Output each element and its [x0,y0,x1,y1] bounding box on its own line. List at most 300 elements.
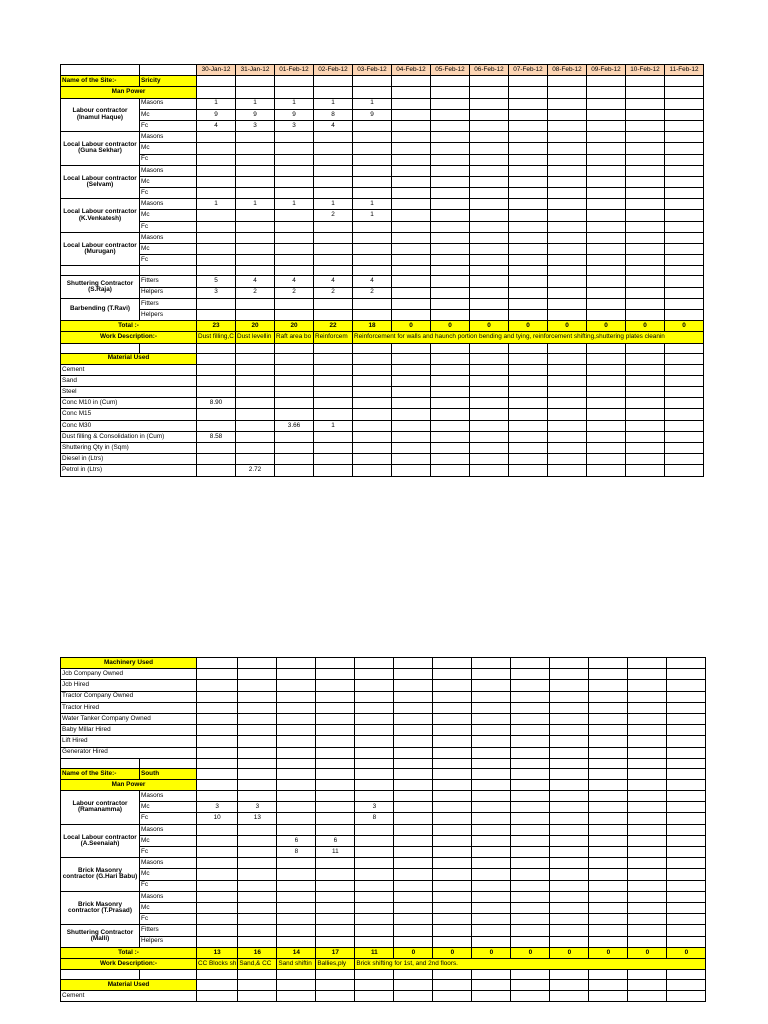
labour-count [587,176,626,187]
material-row [61,454,704,465]
labour-count [392,199,431,210]
cell [394,680,433,691]
labour-count [353,165,392,176]
site-label: Name of the Site:- [61,768,140,779]
material-qty [275,409,314,420]
material-qty [470,465,509,476]
labour-count: 13 [238,813,277,824]
blank-cell [140,758,197,768]
cell [550,713,589,724]
labour-count [470,120,509,131]
cell [667,691,706,702]
cell [589,768,628,779]
labour-count [470,109,509,120]
cell [589,779,628,790]
labour-count [238,824,277,835]
material-row [61,364,704,375]
cell [509,353,548,364]
labour-count [626,165,665,176]
material-label: Material Used [61,353,197,364]
cell [472,680,511,691]
labour-count [197,255,236,266]
labour-count [511,891,550,902]
labour-row [61,210,704,221]
machinery-label: Machinery Used [61,658,197,669]
date-header: 01-Feb-12 [275,65,314,76]
labour-count [197,902,238,913]
labour-count [355,880,394,891]
labour-count: 9 [353,109,392,120]
cell [277,680,316,691]
material-qty [587,443,626,454]
labour-count [626,221,665,232]
labour-count [665,298,704,309]
material-qty [587,420,626,431]
date-header: 06-Feb-12 [470,65,509,76]
labour-count [472,813,511,824]
labour-count [628,891,667,902]
labour-count: 8 [314,109,353,120]
labour-count [238,869,277,880]
labour-count [548,188,587,199]
cell [626,353,665,364]
date-header: 07-Feb-12 [509,65,548,76]
cell [511,725,550,736]
labour-count [667,869,706,880]
labour-count [431,309,470,320]
labour-count [238,925,277,936]
labour-count [511,936,550,947]
material-qty [626,375,665,386]
cell [197,747,238,758]
cell [589,980,628,991]
labour-count [353,154,392,165]
cell [433,736,472,747]
labour-row [61,132,704,143]
cell [316,713,355,724]
cell [433,669,472,680]
cell [667,658,706,669]
contractor-name: Local Labour contractor (Selvam) [61,165,140,199]
labour-type: Mc [140,109,197,120]
labour-count [392,188,431,199]
cell [316,779,355,790]
material-qty [472,991,511,1002]
labour-count [392,287,431,298]
header-blank [61,65,140,76]
labour-count [394,813,433,824]
labour-count [472,902,511,913]
labour-count [589,802,628,813]
material-qty [392,364,431,375]
date-header: 04-Feb-12 [392,65,431,76]
total-value: 14 [277,947,316,958]
labour-count [628,791,667,802]
contractor-name: Local Labour contractor (K.Venkatesh) [61,199,140,233]
labour-count [275,176,314,187]
labour-type: Mc [140,869,197,880]
labour-count [550,925,589,936]
blank-cell [550,758,589,768]
date-header: 02-Feb-12 [314,65,353,76]
labour-count [667,847,706,858]
cell [394,768,433,779]
cell [353,87,392,98]
labour-type: Masons [140,132,197,143]
material-qty [548,465,587,476]
total-value: 0 [667,947,706,958]
labour-count [589,869,628,880]
labour-count [277,914,316,925]
labour-count [626,276,665,287]
labour-count [589,858,628,869]
cell [587,353,626,364]
labour-count [472,925,511,936]
blank-cell [236,266,275,276]
labour-count [431,109,470,120]
work-description: Reinforcem [314,332,353,343]
cell [197,87,236,98]
labour-row [61,255,704,266]
material-qty [431,409,470,420]
cell [353,76,392,87]
labour-count [392,255,431,266]
cell [394,669,433,680]
material-qty [275,465,314,476]
material-qty [470,420,509,431]
total-value: 0 [431,321,470,332]
labour-count [550,914,589,925]
cell [275,76,314,87]
cell [550,768,589,779]
labour-type: Helpers [140,309,197,320]
blank-cell [353,266,392,276]
labour-count [314,176,353,187]
labour-count [433,902,472,913]
cell [394,725,433,736]
total-value: 11 [355,947,394,958]
labour-count [665,244,704,255]
labour-count [275,255,314,266]
material-qty [353,443,392,454]
labour-count [550,902,589,913]
manpower-row [61,87,704,98]
labour-count [275,143,314,154]
labour-type: Fc [140,847,197,858]
cell [511,736,550,747]
cell [548,87,587,98]
material-qty [470,364,509,375]
labour-count [275,221,314,232]
cell [511,680,550,691]
labour-count [628,813,667,824]
machinery-name: Jcb Hired [61,680,197,691]
labour-count [197,244,236,255]
labour-count [548,287,587,298]
labour-count [589,891,628,902]
sricity-report-table [60,64,704,477]
date-header: 05-Feb-12 [431,65,470,76]
blank-cell [392,266,431,276]
material-qty [626,431,665,442]
blank-cell [236,343,275,353]
labour-count [275,298,314,309]
labour-count [665,165,704,176]
labour-count [626,120,665,131]
labour-count [238,858,277,869]
total-value: 20 [236,321,275,332]
cell [316,669,355,680]
labour-row [61,221,704,232]
labour-count [353,232,392,243]
labour-count [392,154,431,165]
material-qty [587,387,626,398]
labour-count: 11 [316,847,355,858]
labour-count [392,210,431,221]
cell [238,779,277,790]
labour-count [665,199,704,210]
material-qty [509,443,548,454]
material-qty [392,420,431,431]
labour-count [275,244,314,255]
total-value: 23 [197,321,236,332]
labour-count [314,244,353,255]
cell [550,680,589,691]
labour-count [392,132,431,143]
cell [355,702,394,713]
date-header: 31-Jan-12 [236,65,275,76]
cell [472,779,511,790]
labour-count: 6 [316,835,355,846]
material-qty [392,375,431,386]
blank-cell [667,970,706,980]
cell [197,680,238,691]
machinery-name: Lift Hired [61,736,197,747]
labour-count [665,188,704,199]
labour-count [197,936,238,947]
labour-count [509,154,548,165]
cell [667,725,706,736]
labour-count [275,165,314,176]
labour-count [433,936,472,947]
blank-cell [472,970,511,980]
blank-cell [314,266,353,276]
cell [472,736,511,747]
labour-count [392,221,431,232]
labour-row [61,869,706,880]
work-description: Dust levellin [236,332,275,343]
labour-count [197,298,236,309]
machinery-row [61,680,706,691]
labour-count [550,802,589,813]
labour-count [509,210,548,221]
material-row [61,465,704,476]
cell [548,353,587,364]
cell [394,747,433,758]
material-qty [665,387,704,398]
labour-count [548,244,587,255]
contractor-name: Local Labour contractor (A.Seenaiah) [61,824,140,858]
labour-count [587,188,626,199]
labour-count [470,210,509,221]
labour-count [509,132,548,143]
labour-count [236,309,275,320]
material-qty [197,387,236,398]
material-qty [509,364,548,375]
labour-count [433,858,472,869]
material-qty [548,375,587,386]
material-name: Sand [61,375,197,386]
blank-cell [394,970,433,980]
blank-cell [277,758,316,768]
material-qty [275,454,314,465]
cell [550,702,589,713]
labour-count [431,165,470,176]
cell [355,747,394,758]
labour-row [61,298,704,309]
machinery-row [61,713,706,724]
machinery-header-row [61,658,706,669]
cell [511,691,550,702]
labour-count [470,221,509,232]
blank-cell [238,758,277,768]
material-qty [667,991,706,1002]
labour-count [470,154,509,165]
labour-count [197,176,236,187]
site-name: South [140,768,197,779]
date-header: 11-Feb-12 [665,65,704,76]
labour-count [509,188,548,199]
material-name: Diesel in (Ltrs) [61,454,197,465]
material-qty [236,398,275,409]
manpower-row [61,779,706,790]
labour-type: Fc [140,255,197,266]
total-value: 17 [316,947,355,958]
material-qty [470,409,509,420]
material-name: Cement [61,991,197,1002]
labour-count [433,835,472,846]
labour-type: Mc [140,143,197,154]
material-qty [314,387,353,398]
work-row [61,958,706,969]
cell [587,76,626,87]
cell [589,713,628,724]
labour-count [511,858,550,869]
labour-count [472,914,511,925]
contractor-name: Labour contractor (Inamul Haque) [61,98,140,132]
cell [314,353,353,364]
cell [392,76,431,87]
labour-count [277,824,316,835]
blank-cell [431,343,470,353]
total-value: 0 [472,947,511,958]
cell [472,713,511,724]
labour-row [61,176,704,187]
labour-count [355,791,394,802]
labour-count [275,132,314,143]
labour-count [665,210,704,221]
blank-cell [355,970,394,980]
cell [197,691,238,702]
labour-count: 1 [197,199,236,210]
labour-count: 4 [353,276,392,287]
material-name: Conc M30 [61,420,197,431]
cell [197,980,238,991]
cell [238,980,277,991]
cell [628,713,667,724]
work-description: Sand,& CC [238,958,277,969]
total-value: 22 [314,321,353,332]
labour-count [392,165,431,176]
material-qty [353,375,392,386]
labour-count [431,176,470,187]
labour-count [431,98,470,109]
cell [236,87,275,98]
labour-row [61,98,704,109]
labour-count [626,255,665,266]
material-qty [509,420,548,431]
material-qty [392,454,431,465]
cell [433,680,472,691]
cell [197,702,238,713]
labour-count [548,199,587,210]
cell [472,725,511,736]
material-qty [548,387,587,398]
material-qty [314,454,353,465]
labour-count: 8 [355,813,394,824]
work-label: Work Description:- [61,958,197,969]
labour-type: Helpers [140,936,197,947]
labour-count [197,824,238,835]
labour-count [431,255,470,266]
material-qty [314,398,353,409]
material-qty [353,398,392,409]
material-qty [509,465,548,476]
labour-count [355,936,394,947]
work-description: Reinforcement for walls and haunch portion bending and tying, reinforcement shifting,shuttering plates cleanin [353,332,704,343]
material-qty [197,465,236,476]
labour-count [433,880,472,891]
labour-count [431,210,470,221]
material-qty [353,431,392,442]
cell [316,747,355,758]
blank-cell [587,343,626,353]
material-qty [197,364,236,375]
labour-count [275,188,314,199]
cell [355,725,394,736]
cell [628,691,667,702]
labour-count [550,880,589,891]
cell [353,353,392,364]
labour-count [511,824,550,835]
labour-row [61,847,706,858]
labour-count [665,287,704,298]
date-header: 08-Feb-12 [548,65,587,76]
labour-count: 1 [236,199,275,210]
cell [628,779,667,790]
labour-count [392,276,431,287]
cell [470,76,509,87]
contractor-name: Local Labour contractor (Murugan) [61,232,140,266]
cell [433,980,472,991]
cell [197,725,238,736]
labour-count [392,98,431,109]
material-qty [314,364,353,375]
cell [511,658,550,669]
blank-cell [511,970,550,980]
labour-count [509,287,548,298]
labour-count [275,210,314,221]
